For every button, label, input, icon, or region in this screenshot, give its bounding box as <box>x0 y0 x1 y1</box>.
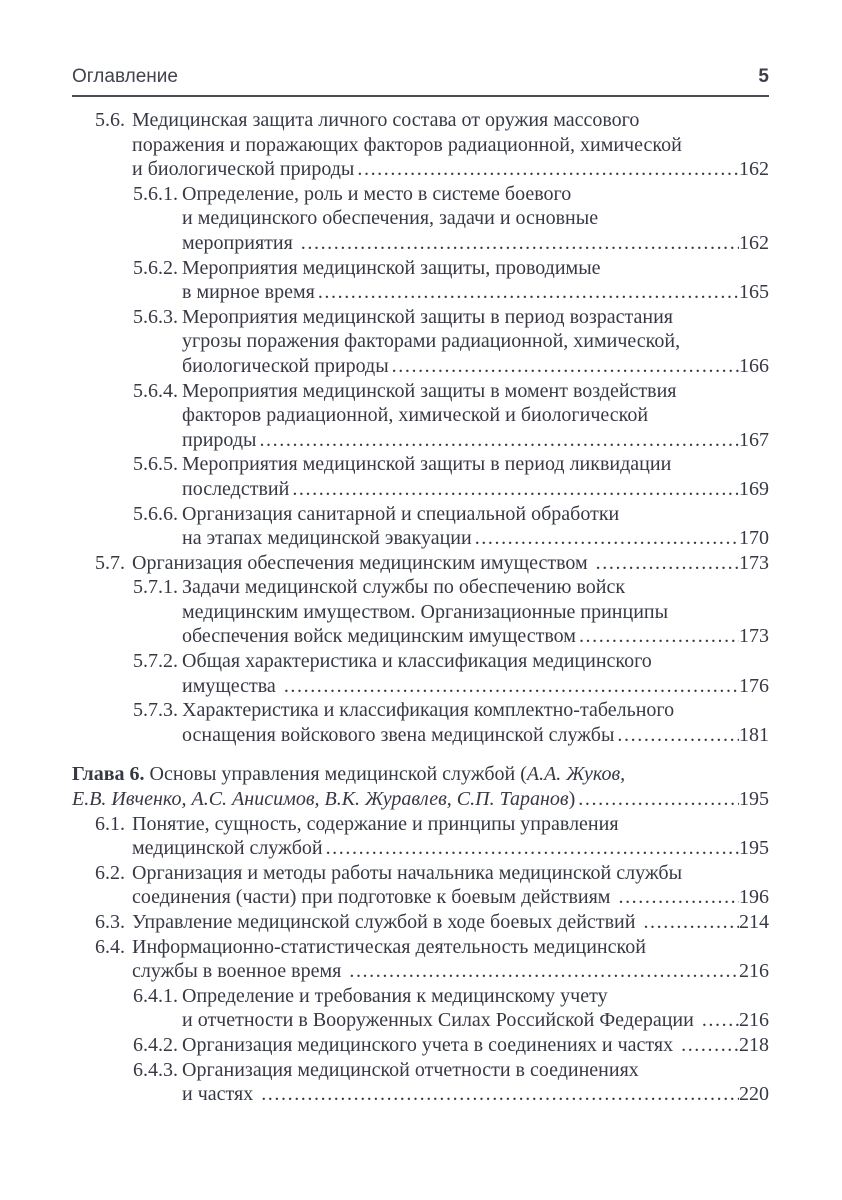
dot-leader <box>346 959 739 984</box>
entry-number: 5.6.1. <box>133 182 178 205</box>
entry-page-number: 216 <box>739 960 769 983</box>
toc-entry <box>72 305 769 379</box>
toc-entry-line <box>72 379 769 404</box>
entry-page-number: 181 <box>739 723 769 746</box>
entry-text <box>72 787 575 812</box>
toc-entry <box>72 256 769 305</box>
entry-text: последствий <box>182 477 290 500</box>
entry-number: 6.4.1. <box>133 984 178 1007</box>
toc-entry-line <box>72 157 769 182</box>
entry-text: Мероприятия медицинской защиты в период ликвидации <box>182 453 672 476</box>
entry-number: 5.6. <box>95 109 125 131</box>
entry-text: Общая характеристика и классификация медицинского <box>182 650 652 673</box>
toc-entry-line <box>72 698 769 723</box>
toc-entry-line <box>72 502 769 527</box>
toc-entry <box>72 1058 769 1107</box>
entry-page-number: 162 <box>739 158 769 181</box>
dot-leader <box>614 723 739 748</box>
entry-text: Организация медицинского учета в соединениях и частях <box>182 1033 679 1056</box>
entry-text: Мероприятия медицинской защиты в момент воздействия <box>182 379 677 402</box>
toc-entry-line <box>72 762 769 787</box>
dot-leader <box>315 280 739 305</box>
entry-page-number: 173 <box>739 625 769 648</box>
entry-page-number: 176 <box>739 674 769 697</box>
toc-entry-line <box>72 305 769 330</box>
entry-text: Организация медицинской отчетности в соединениях <box>182 1058 639 1081</box>
toc-entry-line <box>72 477 769 502</box>
toc-entry-line <box>72 885 769 910</box>
toc-entry-line <box>72 526 769 551</box>
toc-entry-line <box>72 984 769 1009</box>
entry-text: и отчетности в Вооруженных Силах Российской Федерации <box>182 1009 699 1032</box>
toc-entry <box>72 379 769 453</box>
toc-entry-line <box>72 935 769 960</box>
entry-text: Мероприятия медицинской защиты, проводимые <box>182 256 601 279</box>
entry-page-number: 220 <box>739 1083 769 1106</box>
dot-leader <box>281 674 739 699</box>
toc-entry <box>72 452 769 501</box>
toc-entry-line <box>72 649 769 674</box>
toc-entry-line <box>72 959 769 984</box>
header-title: Оглавление <box>72 66 178 87</box>
entry-page-number: 167 <box>739 428 769 451</box>
toc-entry-line <box>72 452 769 477</box>
entry-number: 5.6.3. <box>133 305 178 328</box>
entry-text: Характеристика и классификация комплектно-табельного <box>182 699 675 722</box>
entry-number: 5.7.3. <box>133 699 178 722</box>
dot-leader <box>640 910 739 935</box>
toc-entry-line <box>72 403 769 428</box>
entry-page-number: 195 <box>739 788 769 811</box>
toc-entry <box>72 812 769 861</box>
toc-entry <box>72 182 769 256</box>
entry-page-number: 169 <box>739 477 769 500</box>
dot-leader <box>576 624 739 649</box>
entry-text: оснащения войскового звена медицинской службы <box>182 723 615 746</box>
entry-text <box>72 762 625 787</box>
toc-entry <box>72 649 769 698</box>
toc-entry <box>72 551 769 576</box>
toc-entry <box>72 1033 769 1058</box>
entry-page-number: 218 <box>739 1033 769 1056</box>
toc-entry-line <box>72 861 769 886</box>
entry-text: Управление медицинской службой в ходе боевых действий <box>132 911 641 933</box>
toc-entry-line <box>72 723 769 748</box>
entry-page-number: 170 <box>739 527 769 550</box>
entry-text: Организация обеспечения медицинским имуществом <box>132 551 593 574</box>
entry-text: факторов радиационной, химической и биологической <box>182 404 649 427</box>
toc-entry <box>72 108 769 182</box>
entry-text: медицинской службой <box>132 837 323 860</box>
toc-entry-line <box>72 329 769 354</box>
entry-text: Организация и методы работы начальника медицинской службы <box>132 861 683 884</box>
entry-text: мероприятия <box>182 231 298 254</box>
toc-entry-chapter <box>72 762 769 811</box>
toc-entry-line <box>72 256 769 281</box>
toc-entry <box>72 698 769 747</box>
entry-number: 5.6.2. <box>133 256 178 279</box>
entry-text: Определение и требования к медицинскому учету <box>182 984 608 1007</box>
dot-leader <box>323 836 739 861</box>
dot-leader <box>699 1008 739 1033</box>
entry-number: 6.4.3. <box>133 1058 178 1081</box>
dot-leader <box>472 526 739 551</box>
entry-text-segment: Глава 6. <box>72 763 145 786</box>
entry-text: Задачи медицинской службы по обеспечению войск <box>182 576 626 599</box>
toc-entry-line <box>72 624 769 649</box>
toc-entry-line <box>72 1058 769 1083</box>
toc-entry-line <box>72 280 769 305</box>
page-header <box>72 66 769 97</box>
toc-entry-line <box>72 133 769 158</box>
dot-leader <box>615 885 739 910</box>
toc-entry-line <box>72 600 769 625</box>
entry-text: Медицинская защита личного состава от оружия массового <box>132 109 640 131</box>
entry-number: 6.2. <box>95 861 125 884</box>
entry-text: угрозы поражения факторами радиационной, химической, <box>182 330 681 353</box>
toc-entry <box>72 935 769 984</box>
toc-entry-line <box>72 787 769 812</box>
entry-page-number: 165 <box>739 281 769 304</box>
dot-leader <box>575 787 739 812</box>
toc-entry-line <box>72 812 769 837</box>
toc-entry-line <box>72 910 769 935</box>
entry-text: обеспечения войск медицинским имуществом <box>182 625 576 648</box>
toc-entry-line <box>72 1082 769 1107</box>
entry-number: 5.7.2. <box>133 650 178 673</box>
entry-page-number: 173 <box>739 551 769 574</box>
entry-page-number: 162 <box>739 231 769 254</box>
toc-entry-line <box>72 575 769 600</box>
entry-text: на этапах медицинской эвакуации <box>182 527 472 550</box>
entry-text: Организация санитарной и специальной обработки <box>182 502 620 525</box>
dot-leader <box>389 354 739 379</box>
dot-leader <box>289 477 739 502</box>
header-page-number: 5 <box>758 66 769 87</box>
entry-text-segment: Основы управления медицинской службой ( <box>144 763 527 786</box>
toc-entry-line <box>72 108 769 133</box>
entry-text: Мероприятия медицинской защиты в период возрастания <box>182 305 673 328</box>
entry-number: 5.7.1. <box>133 576 178 599</box>
toc-entry-line <box>72 428 769 453</box>
toc-entry-line <box>72 836 769 861</box>
entry-text-segment: ) <box>568 788 576 811</box>
entry-number: 5.6.6. <box>133 502 178 525</box>
entry-number: 6.3. <box>95 911 125 933</box>
toc-entry-line <box>72 1008 769 1033</box>
entry-text: медицинским имуществом. Организационные принципы <box>182 600 669 623</box>
entry-text: службы в военное время <box>132 960 347 983</box>
entry-number: 5.6.4. <box>133 379 178 402</box>
entry-text: Понятие, сущность, содержание и принципы управления <box>132 812 619 835</box>
entry-text: и медицинского обеспечения, задачи и основные <box>182 207 599 230</box>
toc-entry-line <box>72 551 769 576</box>
entry-text-segment: Е.В. Ивченко, А.С. Анисимов, В.К. Журавлев, С.П. Таранов <box>72 788 569 811</box>
entry-page-number: 166 <box>739 354 769 377</box>
toc-entry <box>72 861 769 910</box>
toc-entry-line <box>72 206 769 231</box>
entry-page-number: 195 <box>739 837 769 860</box>
entry-number: 6.4.2. <box>133 1033 178 1056</box>
toc-entry-line <box>72 1033 769 1058</box>
entry-text: соединения (части) при подготовке к боевым действиям <box>132 886 616 909</box>
entry-page-number: 214 <box>739 911 769 933</box>
toc-entry-line <box>72 231 769 256</box>
entry-page-number: 196 <box>739 886 769 909</box>
entry-text: имущества <box>182 674 281 697</box>
toc-entry-line <box>72 182 769 207</box>
dot-leader <box>256 428 739 453</box>
toc-entry <box>72 910 769 935</box>
dot-leader <box>354 157 739 182</box>
dot-leader <box>298 231 739 256</box>
toc-entry <box>72 984 769 1033</box>
toc-list <box>72 108 769 1107</box>
toc-entry <box>72 502 769 551</box>
entry-number: 6.4. <box>95 935 125 958</box>
entry-page-number: 216 <box>739 1009 769 1032</box>
entry-number: 5.7. <box>95 551 125 574</box>
entry-text: природы <box>182 428 257 451</box>
entry-text: и частях <box>182 1083 259 1106</box>
entry-number: 5.6.5. <box>133 453 178 476</box>
entry-text-segment: А.А. Жуков, <box>526 763 626 786</box>
toc-entry <box>72 575 769 649</box>
entry-text: биологической природы <box>182 354 389 377</box>
entry-text: и биологической природы <box>132 158 355 181</box>
toc-entry-line <box>72 674 769 699</box>
dot-leader <box>258 1082 739 1107</box>
dot-leader <box>678 1033 739 1058</box>
entry-text: поражения и поражающих факторов радиационной, химической <box>132 133 682 156</box>
entry-number: 6.1. <box>95 812 125 835</box>
entry-text: Информационно-статистическая деятельность медицинской <box>132 935 646 958</box>
dot-leader <box>593 551 739 576</box>
entry-text: Определение, роль и место в системе боевого <box>182 182 572 205</box>
toc-entry-line <box>72 354 769 379</box>
entry-text: в мирное время <box>182 281 315 304</box>
